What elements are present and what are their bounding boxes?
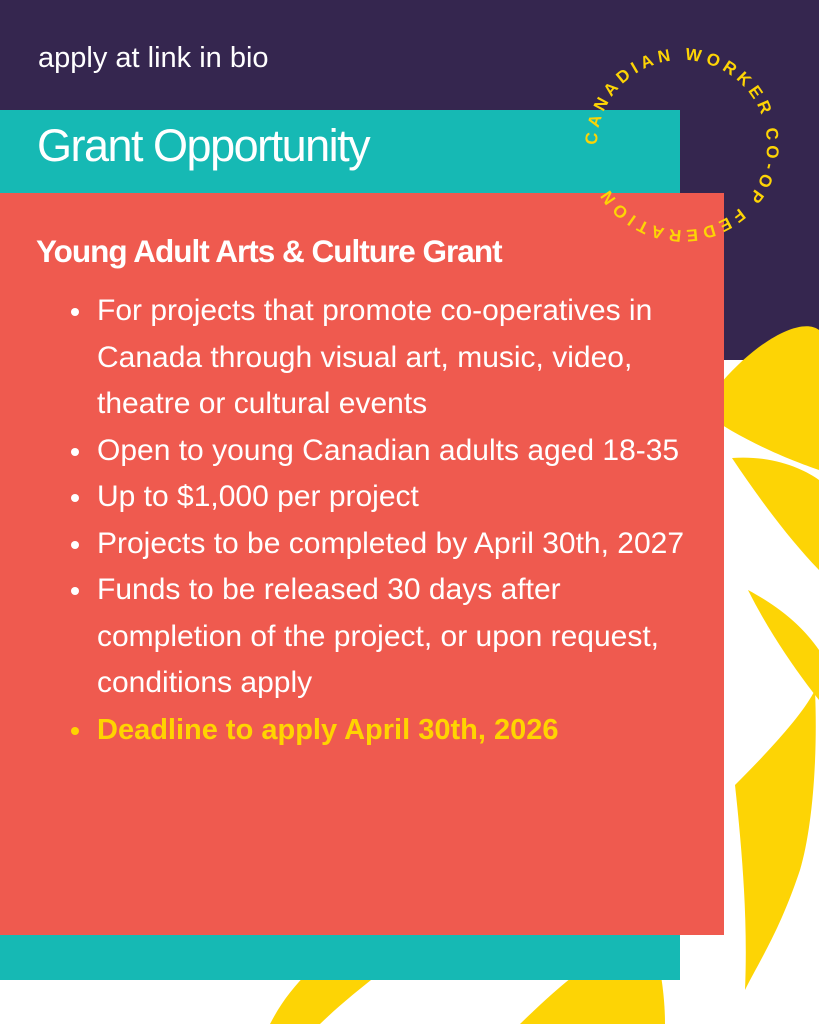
- list-item: [68, 428, 713, 475]
- bullet-dot-icon: [71, 727, 79, 735]
- list-item-text: For projects that promote co-operatives in Canada through visual art, music, video, theatre or cultural events: [97, 294, 653, 420]
- page-title: Grant Opportunity: [37, 120, 370, 171]
- list-item: [68, 567, 713, 707]
- grant-details-list: [68, 288, 713, 753]
- sunburst-ray: [735, 690, 816, 990]
- list-item-text: Open to young Canadian adults aged 18-35: [97, 433, 680, 467]
- list-item-text: Up to $1,000 per project: [97, 480, 419, 513]
- sunburst-ray: [732, 458, 819, 570]
- bullet-dot-icon: [71, 541, 79, 549]
- deadline-text: Deadline to apply April 30th, 2026: [97, 713, 559, 746]
- list-item: [68, 288, 713, 428]
- deadline-item: [68, 707, 713, 754]
- apply-link-caption: apply at link in bio: [38, 42, 269, 74]
- list-item-text: Projects to be completed by April 30th, 2027: [97, 526, 685, 560]
- list-item-text: Funds to be released 30 days after completion of the project, or upon request, conditions apply: [97, 573, 660, 699]
- seal-text: CANADIAN WORKER CO-OP FEDERATION: [581, 44, 783, 246]
- bullet-dot-icon: [71, 448, 79, 456]
- bullet-dot-icon: [71, 308, 79, 316]
- list-item: [68, 474, 713, 521]
- federation-seal-logo: [562, 25, 802, 265]
- grant-name-heading: Young Adult Arts & Culture Grant: [36, 233, 502, 269]
- list-item: [68, 521, 713, 568]
- bullet-dot-icon: [71, 587, 79, 595]
- sunburst-ray: [748, 590, 819, 700]
- bullet-dot-icon: [71, 494, 79, 502]
- svg-text:CANADIAN WORKER CO-OP FEDERATI: [582, 45, 783, 246]
